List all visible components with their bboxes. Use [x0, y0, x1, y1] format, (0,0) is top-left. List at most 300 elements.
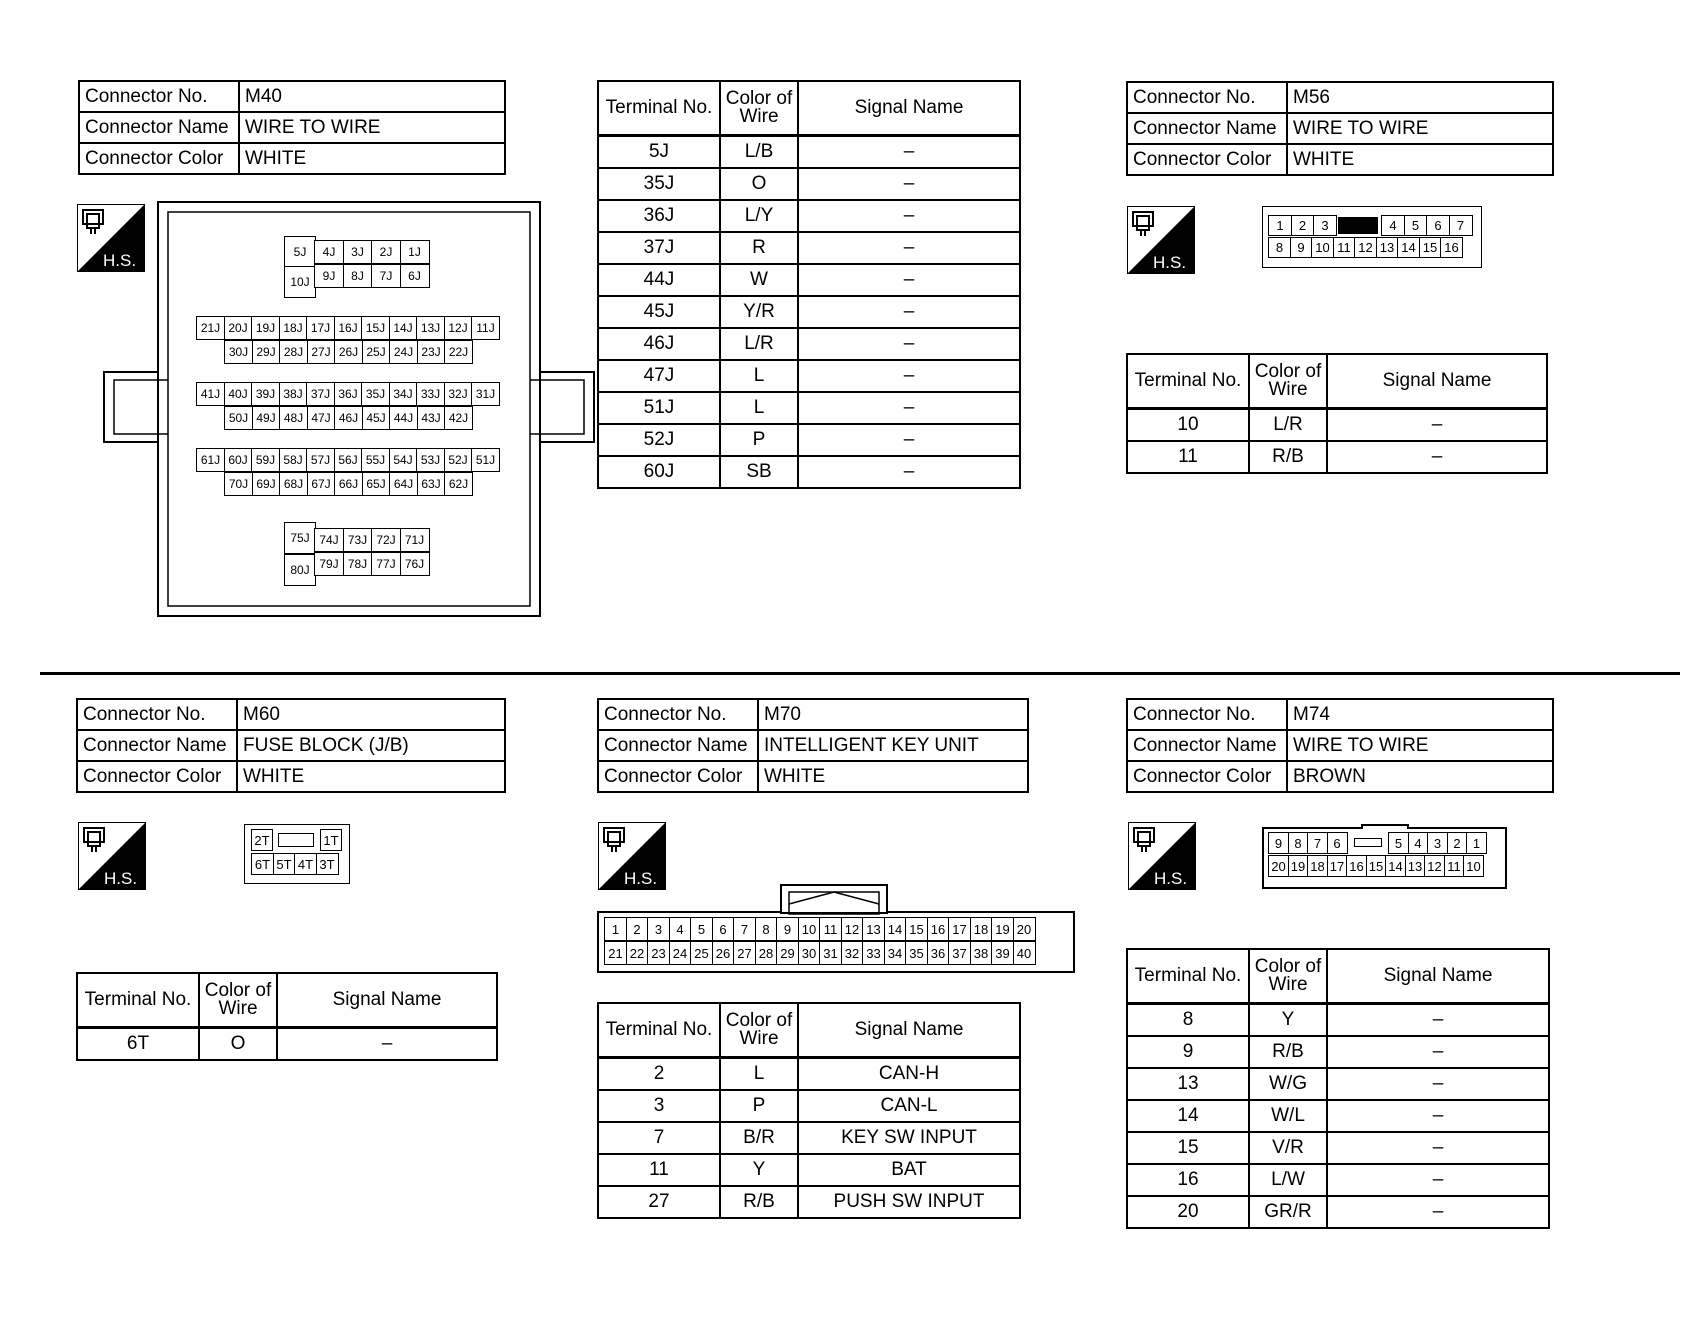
connector-pin: 17J: [306, 316, 335, 340]
connector-pin: 30J: [224, 340, 253, 364]
wire-color-cell: L/R: [720, 328, 798, 360]
connector-pin: 59J: [251, 448, 280, 472]
table-row: [598, 168, 1020, 200]
connector-pin: 9: [776, 917, 799, 941]
wire-color-cell: Y: [720, 1154, 798, 1186]
connector-pin: 35: [905, 941, 928, 965]
connector-pin: 69J: [252, 472, 281, 496]
connector-pin: 12J: [444, 316, 473, 340]
connector-pin: 38: [970, 941, 993, 965]
table-row: [598, 1122, 1020, 1154]
terminal-cell: 8: [1127, 1004, 1249, 1037]
terminal-cell: 14: [1127, 1100, 1249, 1132]
connector-pin: 29: [776, 941, 799, 965]
m74-color: BROWN: [1287, 761, 1553, 792]
signal-name-cell: BAT: [798, 1154, 1020, 1186]
m74-name: WIRE TO WIRE: [1287, 730, 1553, 761]
signal-name-cell: –: [798, 296, 1020, 328]
terminal-cell: 13: [1127, 1068, 1249, 1100]
connector-pin: 3: [1313, 215, 1337, 236]
wire-color-cell: O: [720, 168, 798, 200]
connector-pin: 5: [1404, 215, 1428, 236]
terminal-cell: 7: [598, 1122, 720, 1154]
terminal-cell: 10: [1127, 409, 1249, 442]
m70-color: WHITE: [758, 761, 1028, 792]
signal-name-cell: –: [1327, 1068, 1549, 1100]
connector-pin: 6T: [251, 853, 274, 875]
connector-pin: 60J: [224, 448, 253, 472]
m60-name: FUSE BLOCK (J/B): [237, 730, 505, 761]
connector-pin: 18: [1307, 855, 1328, 877]
terminal-cell: 45J: [598, 296, 720, 328]
m70-terminal-table: [597, 1002, 1021, 1219]
connector-pin: 10: [1311, 237, 1334, 258]
m60-terminal-table: [76, 972, 498, 1061]
connector-pin: 15J: [361, 316, 390, 340]
connector-pin: 23: [647, 941, 670, 965]
connector-pin: 37: [948, 941, 971, 965]
connector-pin: 71J: [400, 528, 430, 552]
connector-pin: 2T: [251, 829, 273, 851]
connector-pin: 1: [1268, 215, 1292, 236]
m70-info-table: [597, 698, 1029, 793]
connector-pin: 31J: [471, 382, 500, 406]
connector-pin: 14: [884, 917, 907, 941]
key-slot: [1354, 838, 1382, 847]
connector-pin: 62J: [444, 472, 473, 496]
connector-pin: 8: [1288, 832, 1309, 854]
connector-pin: 50J: [224, 406, 253, 430]
connector-pin: 36J: [334, 382, 363, 406]
svg-text:H.S.: H.S.: [1153, 253, 1187, 272]
m40-no: M40: [239, 81, 505, 112]
connector-pin: 34J: [389, 382, 418, 406]
wire-color-cell: P: [720, 424, 798, 456]
connector-pin: 33J: [416, 382, 445, 406]
harness-side-icon: [598, 822, 666, 890]
label-connector-name: Connector Name: [598, 730, 758, 761]
table-row: [598, 456, 1020, 488]
connector-pin: 32: [841, 941, 864, 965]
connector-pin: 19: [1288, 855, 1309, 877]
connector-pin: 12: [1424, 855, 1445, 877]
signal-name-cell: –: [798, 264, 1020, 296]
terminal-cell: 36J: [598, 200, 720, 232]
connector-pin: 2: [1447, 832, 1468, 854]
signal-name-cell: –: [1327, 409, 1547, 442]
header-color-of-wire: Color of Wire: [1249, 949, 1327, 1004]
table-row: [1127, 1100, 1549, 1132]
connector-pin: 23J: [417, 340, 446, 364]
harness-side-icon: [78, 822, 146, 890]
signal-name-cell: –: [1327, 441, 1547, 473]
signal-name-cell: KEY SW INPUT: [798, 1122, 1020, 1154]
signal-name-cell: CAN-L: [798, 1090, 1020, 1122]
terminal-cell: 11: [1127, 441, 1249, 473]
connector-pin: 5: [1388, 832, 1409, 854]
connector-pin: 39J: [251, 382, 280, 406]
connector-pin: 36: [927, 941, 950, 965]
connector-pin: 79J: [314, 552, 344, 576]
connector-pin: 51J: [471, 448, 500, 472]
connector-pin: 58J: [279, 448, 308, 472]
wire-color-cell: W: [720, 264, 798, 296]
terminal-cell: 47J: [598, 360, 720, 392]
connector-pin: 75J: [284, 522, 316, 554]
connector-pin: 76J: [400, 552, 430, 576]
header-signal-name: Signal Name: [798, 81, 1020, 136]
header-terminal-no: Terminal No.: [598, 81, 720, 136]
wire-color-cell: L/R: [1249, 409, 1327, 442]
connector-pin: 32J: [444, 382, 473, 406]
connector-pin: 24: [669, 941, 692, 965]
connector-pin: 16: [927, 917, 950, 941]
connector-pin: 12: [1354, 237, 1377, 258]
label-connector-color: Connector Color: [79, 143, 239, 174]
connector-pin: 41J: [196, 382, 225, 406]
connector-pin: 6: [1327, 832, 1348, 854]
m56-color: WHITE: [1287, 144, 1553, 175]
connector-pin: 18J: [279, 316, 308, 340]
connector-pin: 6: [1426, 215, 1450, 236]
table-row: [77, 1028, 497, 1061]
connector-pin: 15: [1366, 855, 1387, 877]
connector-pin: 25: [690, 941, 713, 965]
connector-pin: 48J: [279, 406, 308, 430]
connector-pin: 26J: [334, 340, 363, 364]
connector-pin: 40J: [224, 382, 253, 406]
terminal-cell: 2: [598, 1058, 720, 1091]
table-row: [1127, 1132, 1549, 1164]
connector-pin: 16J: [334, 316, 363, 340]
label-connector-color: Connector Color: [1127, 144, 1287, 175]
terminal-cell: 37J: [598, 232, 720, 264]
signal-name-cell: –: [277, 1028, 497, 1061]
table-row: [598, 1154, 1020, 1186]
table-row: [598, 136, 1020, 169]
wire-color-cell: R/B: [1249, 1036, 1327, 1068]
m70-name: INTELLIGENT KEY UNIT: [758, 730, 1028, 761]
connector-pin: 16: [1346, 855, 1367, 877]
label-connector-color: Connector Color: [598, 761, 758, 792]
connector-pin: 2J: [371, 240, 401, 264]
connector-pin: 10: [1463, 855, 1484, 877]
connector-pin: 70J: [224, 472, 253, 496]
signal-name-cell: –: [798, 360, 1020, 392]
connector-pin: 14: [1385, 855, 1406, 877]
connector-pin: 54J: [389, 448, 418, 472]
wire-color-cell: P: [720, 1090, 798, 1122]
connector-pin: 7: [1307, 832, 1328, 854]
header-signal-name: Signal Name: [798, 1003, 1020, 1058]
connector-pin: 80J: [284, 554, 316, 586]
wire-color-cell: GR/R: [1249, 1196, 1327, 1228]
connector-pin: 47J: [307, 406, 336, 430]
connector-pin: 67J: [307, 472, 336, 496]
wire-color-cell: L: [720, 360, 798, 392]
svg-text:H.S.: H.S.: [624, 869, 658, 888]
connector-pin: 5J: [284, 236, 316, 268]
label-connector-no: Connector No.: [77, 699, 237, 730]
connector-pin: 17: [1327, 855, 1348, 877]
m56-terminal-table: [1126, 353, 1548, 474]
connector-pin: 16: [1440, 237, 1463, 258]
connector-pin: 2: [626, 917, 649, 941]
label-connector-name: Connector Name: [1127, 730, 1287, 761]
connector-pin: 22: [626, 941, 649, 965]
connector-pin: 22J: [444, 340, 473, 364]
connector-pin: 6J: [400, 264, 430, 288]
connector-pin: 77J: [371, 552, 401, 576]
connector-pin: 43J: [417, 406, 446, 430]
m56-name: WIRE TO WIRE: [1287, 113, 1553, 144]
connector-pin: 39: [991, 941, 1014, 965]
m40-terminal-table: [597, 80, 1021, 489]
connector-pin: 63J: [417, 472, 446, 496]
terminal-cell: 15: [1127, 1132, 1249, 1164]
connector-pin: 66J: [334, 472, 363, 496]
connector-pin: 40: [1013, 941, 1036, 965]
connector-pin: 4: [1408, 832, 1429, 854]
connector-pin: 14: [1397, 237, 1420, 258]
svg-text:H.S.: H.S.: [103, 251, 137, 270]
label-connector-color: Connector Color: [1127, 761, 1287, 792]
label-connector-color: Connector Color: [77, 761, 237, 792]
connector-pin: 61J: [196, 448, 225, 472]
table-row: [598, 1186, 1020, 1218]
wire-color-cell: L: [720, 1058, 798, 1091]
signal-name-cell: –: [1327, 1100, 1549, 1132]
m74-no: M74: [1287, 699, 1553, 730]
m60-info-table: [76, 698, 506, 793]
terminal-cell: 60J: [598, 456, 720, 488]
connector-pin: 7J: [371, 264, 401, 288]
signal-name-cell: –: [1327, 1132, 1549, 1164]
wire-color-cell: SB: [720, 456, 798, 488]
label-connector-no: Connector No.: [1127, 699, 1287, 730]
connector-pin: 56J: [334, 448, 363, 472]
connector-pin: 42J: [444, 406, 473, 430]
terminal-cell: 27: [598, 1186, 720, 1218]
connector-pin: 15: [1419, 237, 1442, 258]
blocked-cavity: [1338, 217, 1378, 234]
m70-no: M70: [758, 699, 1028, 730]
table-row: [1127, 1068, 1549, 1100]
signal-name-cell: –: [1327, 1196, 1549, 1228]
connector-pin: 3J: [343, 240, 373, 264]
wire-color-cell: R/B: [1249, 441, 1327, 473]
connector-pin: 65J: [362, 472, 391, 496]
m74-info-table: [1126, 698, 1554, 793]
header-signal-name: Signal Name: [277, 973, 497, 1028]
connector-pin: 12: [841, 917, 864, 941]
connector-pin: 2: [1291, 215, 1315, 236]
wire-color-cell: B/R: [720, 1122, 798, 1154]
connector-pin: 7: [733, 917, 756, 941]
signal-name-cell: –: [1327, 1004, 1549, 1037]
connector-pin: 10: [798, 917, 821, 941]
signal-name-cell: –: [798, 232, 1020, 264]
connector-pin: 18: [970, 917, 993, 941]
connector-pin: 9J: [314, 264, 344, 288]
header-terminal-no: Terminal No.: [1127, 949, 1249, 1004]
connector-pin: 4T: [294, 853, 317, 875]
connector-pin: 27J: [307, 340, 336, 364]
wire-color-cell: W/L: [1249, 1100, 1327, 1132]
connector-pin: 57J: [306, 448, 335, 472]
table-row: [598, 392, 1020, 424]
connector-pin: 72J: [371, 528, 401, 552]
header-color-of-wire: Color of Wire: [199, 973, 277, 1028]
m40-info-table: [78, 80, 506, 175]
connector-pin: 11: [819, 917, 842, 941]
wire-color-cell: V/R: [1249, 1132, 1327, 1164]
terminal-cell: 52J: [598, 424, 720, 456]
wire-color-cell: R: [720, 232, 798, 264]
m40-color: WHITE: [239, 143, 505, 174]
m40-name: WIRE TO WIRE: [239, 112, 505, 143]
signal-name-cell: –: [798, 392, 1020, 424]
connector-pin: 37J: [306, 382, 335, 406]
header-signal-name: Signal Name: [1327, 949, 1549, 1004]
m60-no: M60: [237, 699, 505, 730]
terminal-cell: 51J: [598, 392, 720, 424]
connector-pin: 5T: [273, 853, 296, 875]
connector-pin: 53J: [416, 448, 445, 472]
connector-pin: 8J: [343, 264, 373, 288]
signal-name-cell: CAN-H: [798, 1058, 1020, 1091]
signal-name-cell: –: [798, 456, 1020, 488]
connector-pin: 20J: [224, 316, 253, 340]
terminal-cell: 44J: [598, 264, 720, 296]
table-row: [598, 232, 1020, 264]
signal-name-cell: –: [798, 136, 1020, 169]
m56-info-table: [1126, 81, 1554, 176]
connector-pin: 45J: [362, 406, 391, 430]
header-color-of-wire: Color of Wire: [720, 81, 798, 136]
label-connector-no: Connector No.: [79, 81, 239, 112]
connector-pin: 19J: [251, 316, 280, 340]
header-terminal-no: Terminal No.: [77, 973, 199, 1028]
connector-pin: 26: [712, 941, 735, 965]
connector-pin: 15: [905, 917, 928, 941]
connector-pin: 34: [884, 941, 907, 965]
table-row: [1127, 1036, 1549, 1068]
terminal-cell: 16: [1127, 1164, 1249, 1196]
terminal-cell: 5J: [598, 136, 720, 169]
terminal-cell: 6T: [77, 1028, 199, 1061]
table-row: [598, 296, 1020, 328]
connector-pin: 30: [798, 941, 821, 965]
fuse-cavity: [278, 833, 314, 847]
connector-pin: 13: [862, 917, 885, 941]
connector-pin: 9: [1268, 832, 1289, 854]
table-row: [598, 360, 1020, 392]
wire-color-cell: L/W: [1249, 1164, 1327, 1196]
terminal-cell: 46J: [598, 328, 720, 360]
signal-name-cell: –: [1327, 1036, 1549, 1068]
connector-pin: 49J: [252, 406, 281, 430]
connector-pin: 14J: [389, 316, 418, 340]
connector-pin: 35J: [361, 382, 390, 406]
connector-pin: 1: [604, 917, 627, 941]
connector-pin: 73J: [343, 528, 373, 552]
label-connector-name: Connector Name: [79, 112, 239, 143]
connector-pin: 1J: [400, 240, 430, 264]
connector-pin: 3T: [316, 853, 339, 875]
wire-color-cell: Y: [1249, 1004, 1327, 1037]
terminal-cell: 20: [1127, 1196, 1249, 1228]
harness-side-icon: [1128, 822, 1196, 890]
terminal-cell: 9: [1127, 1036, 1249, 1068]
signal-name-cell: –: [798, 200, 1020, 232]
connector-pin: 29J: [252, 340, 281, 364]
header-signal-name: Signal Name: [1327, 354, 1547, 409]
connector-pin: 24J: [389, 340, 418, 364]
connector-pin: 20: [1013, 917, 1036, 941]
signal-name-cell: –: [798, 424, 1020, 456]
m56-no: M56: [1287, 82, 1553, 113]
wire-color-cell: O: [199, 1028, 277, 1061]
connector-pin: 74J: [314, 528, 344, 552]
terminal-cell: 35J: [598, 168, 720, 200]
connector-pin: 33: [862, 941, 885, 965]
wire-color-cell: L/B: [720, 136, 798, 169]
connector-pin: 3: [1427, 832, 1448, 854]
wire-color-cell: L/Y: [720, 200, 798, 232]
connector-pin: 44J: [389, 406, 418, 430]
header-color-of-wire: Color of Wire: [1249, 354, 1327, 409]
connector-pin: 28J: [279, 340, 308, 364]
connector-pin: 7: [1449, 215, 1473, 236]
connector-pin: 78J: [343, 552, 373, 576]
connector-pin: 11: [1444, 855, 1465, 877]
connector-pin: 38J: [279, 382, 308, 406]
connector-pin: 68J: [279, 472, 308, 496]
connector-pin: 4J: [314, 240, 344, 264]
section-divider: [40, 672, 1680, 675]
connector-pin: 25J: [362, 340, 391, 364]
harness-side-icon: [1127, 206, 1195, 274]
connector-pin: 21J: [196, 316, 225, 340]
signal-name-cell: –: [798, 168, 1020, 200]
signal-name-cell: –: [1327, 1164, 1549, 1196]
signal-name-cell: –: [798, 328, 1020, 360]
connector-pin: 31: [819, 941, 842, 965]
connector-pin: 8: [1268, 237, 1291, 258]
label-connector-no: Connector No.: [598, 699, 758, 730]
terminal-cell: 11: [598, 1154, 720, 1186]
table-row: [598, 328, 1020, 360]
terminal-cell: 3: [598, 1090, 720, 1122]
table-row: [1127, 1196, 1549, 1228]
connector-pin: 4: [1381, 215, 1405, 236]
connector-pin: 10J: [284, 266, 316, 298]
wire-color-cell: Y/R: [720, 296, 798, 328]
table-row: [1127, 441, 1547, 473]
header-color-of-wire: Color of Wire: [720, 1003, 798, 1058]
table-row: [598, 200, 1020, 232]
connector-pin: 9: [1290, 237, 1313, 258]
label-connector-name: Connector Name: [1127, 113, 1287, 144]
connector-pin: 1: [1466, 832, 1487, 854]
connector-pin: 5: [690, 917, 713, 941]
table-row: [598, 1090, 1020, 1122]
header-terminal-no: Terminal No.: [598, 1003, 720, 1058]
table-row: [598, 264, 1020, 296]
connector-pin: 55J: [361, 448, 390, 472]
connector-pin: 8: [755, 917, 778, 941]
